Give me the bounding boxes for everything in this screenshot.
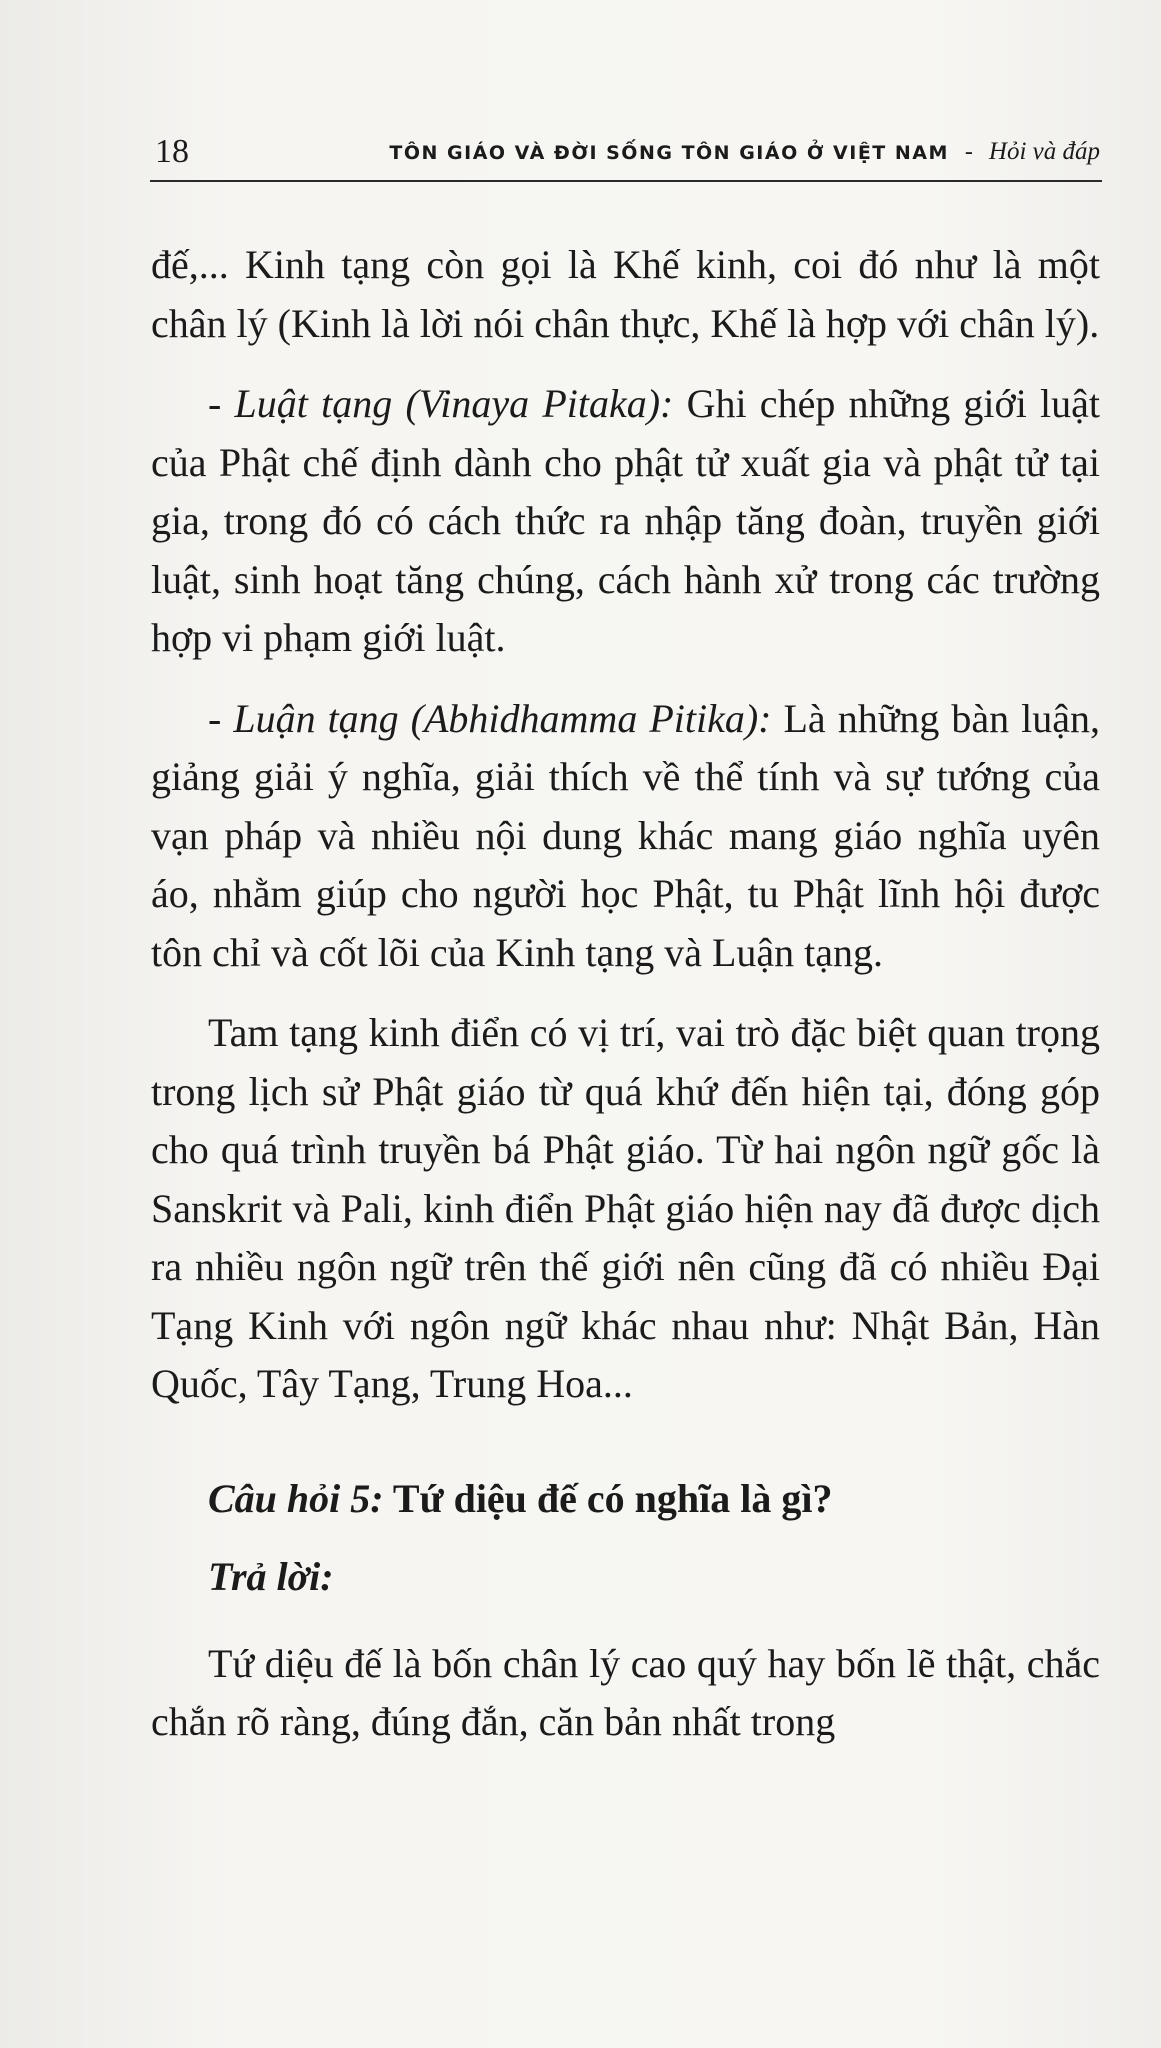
paragraph-tripitaka: Tam tạng kinh điển có vị trí, vai trò đặc biệt quan trọng trong lịch sử Phật giáo từ quá khứ đến hiện tại, đóng góp cho quá trình truyền bá Phật giáo. Từ hai ngôn ngữ gốc là Sanskrit và Pali, kinh điển Phật giáo hiện nay đã được dịch ra nhiều ngôn ngữ trên thế giới nên cũng đã có nhiều Đại Tạng Kinh với ngôn ngữ khác nhau như: Nhật Bản, Hàn Quốc, Tây Tạng, Trung Hoa...: [151, 1010, 1100, 1406]
header-rule: [150, 180, 1102, 182]
running-title: [389, 136, 1100, 169]
book-title: TÔN GIÁO VÀ ĐỜI SỐNG TÔN GIÁO Ở VIỆT NAM: [389, 142, 949, 164]
page-number: 18: [155, 133, 189, 170]
vinaya-text: Ghi chép những giới luật của Phật chế định dành cho phật tử xuất gia và phật tử tại gia, trong đó có cách thức ra nhập tăng đoàn, truyền giới luật, sinh hoạt tăng chúng, cách hành xử trong các trường hợp vi phạm giới luật.: [151, 381, 1101, 660]
term-vinaya: - Luật tạng (Vinaya Pitaka):: [208, 381, 674, 426]
running-header: [155, 132, 1100, 172]
question-label: Câu hỏi 5:: [208, 1475, 384, 1521]
abhidhamma-text: Là những bàn luận, giảng giải ý nghĩa, giải thích về thể tính và sự tướng của vạn pháp và nhiều nội dung khác mang giáo nghĩa uyên áo, nhằm giúp cho người học Phật, tu Phật lĩnh hội được tôn chỉ và cốt lõi của Kinh tạng và Luận tạng.: [151, 695, 1100, 975]
question-heading: [151, 1470, 1100, 1529]
title-separator: -: [964, 139, 973, 165]
paragraph-continuation: đế,... Kinh tạng còn gọi là Khế kinh, coi đó như là một chân lý (Kinh là lời nói chân thực, Khế là hợp với chân lý).: [151, 242, 1100, 346]
question-text: Tứ diệu đế có nghĩa là gì?: [383, 1475, 833, 1521]
answer-label: Trả lời:: [208, 1554, 334, 1599]
paragraph-four-truths: Tứ diệu đế là bốn chân lý cao quý hay bốn lẽ thật, chắc chắn rõ ràng, đúng đắn, căn bản nhất trong: [151, 1640, 1100, 1744]
paragraph-abhidhamma: [151, 690, 1100, 983]
term-abhidhamma: - Luận tạng (Abhidhamma Pitika):: [208, 695, 772, 741]
page-body: [151, 236, 1101, 1752]
paragraph-vinaya: [151, 375, 1100, 668]
book-subtitle: Hỏi và đáp: [988, 138, 1100, 165]
